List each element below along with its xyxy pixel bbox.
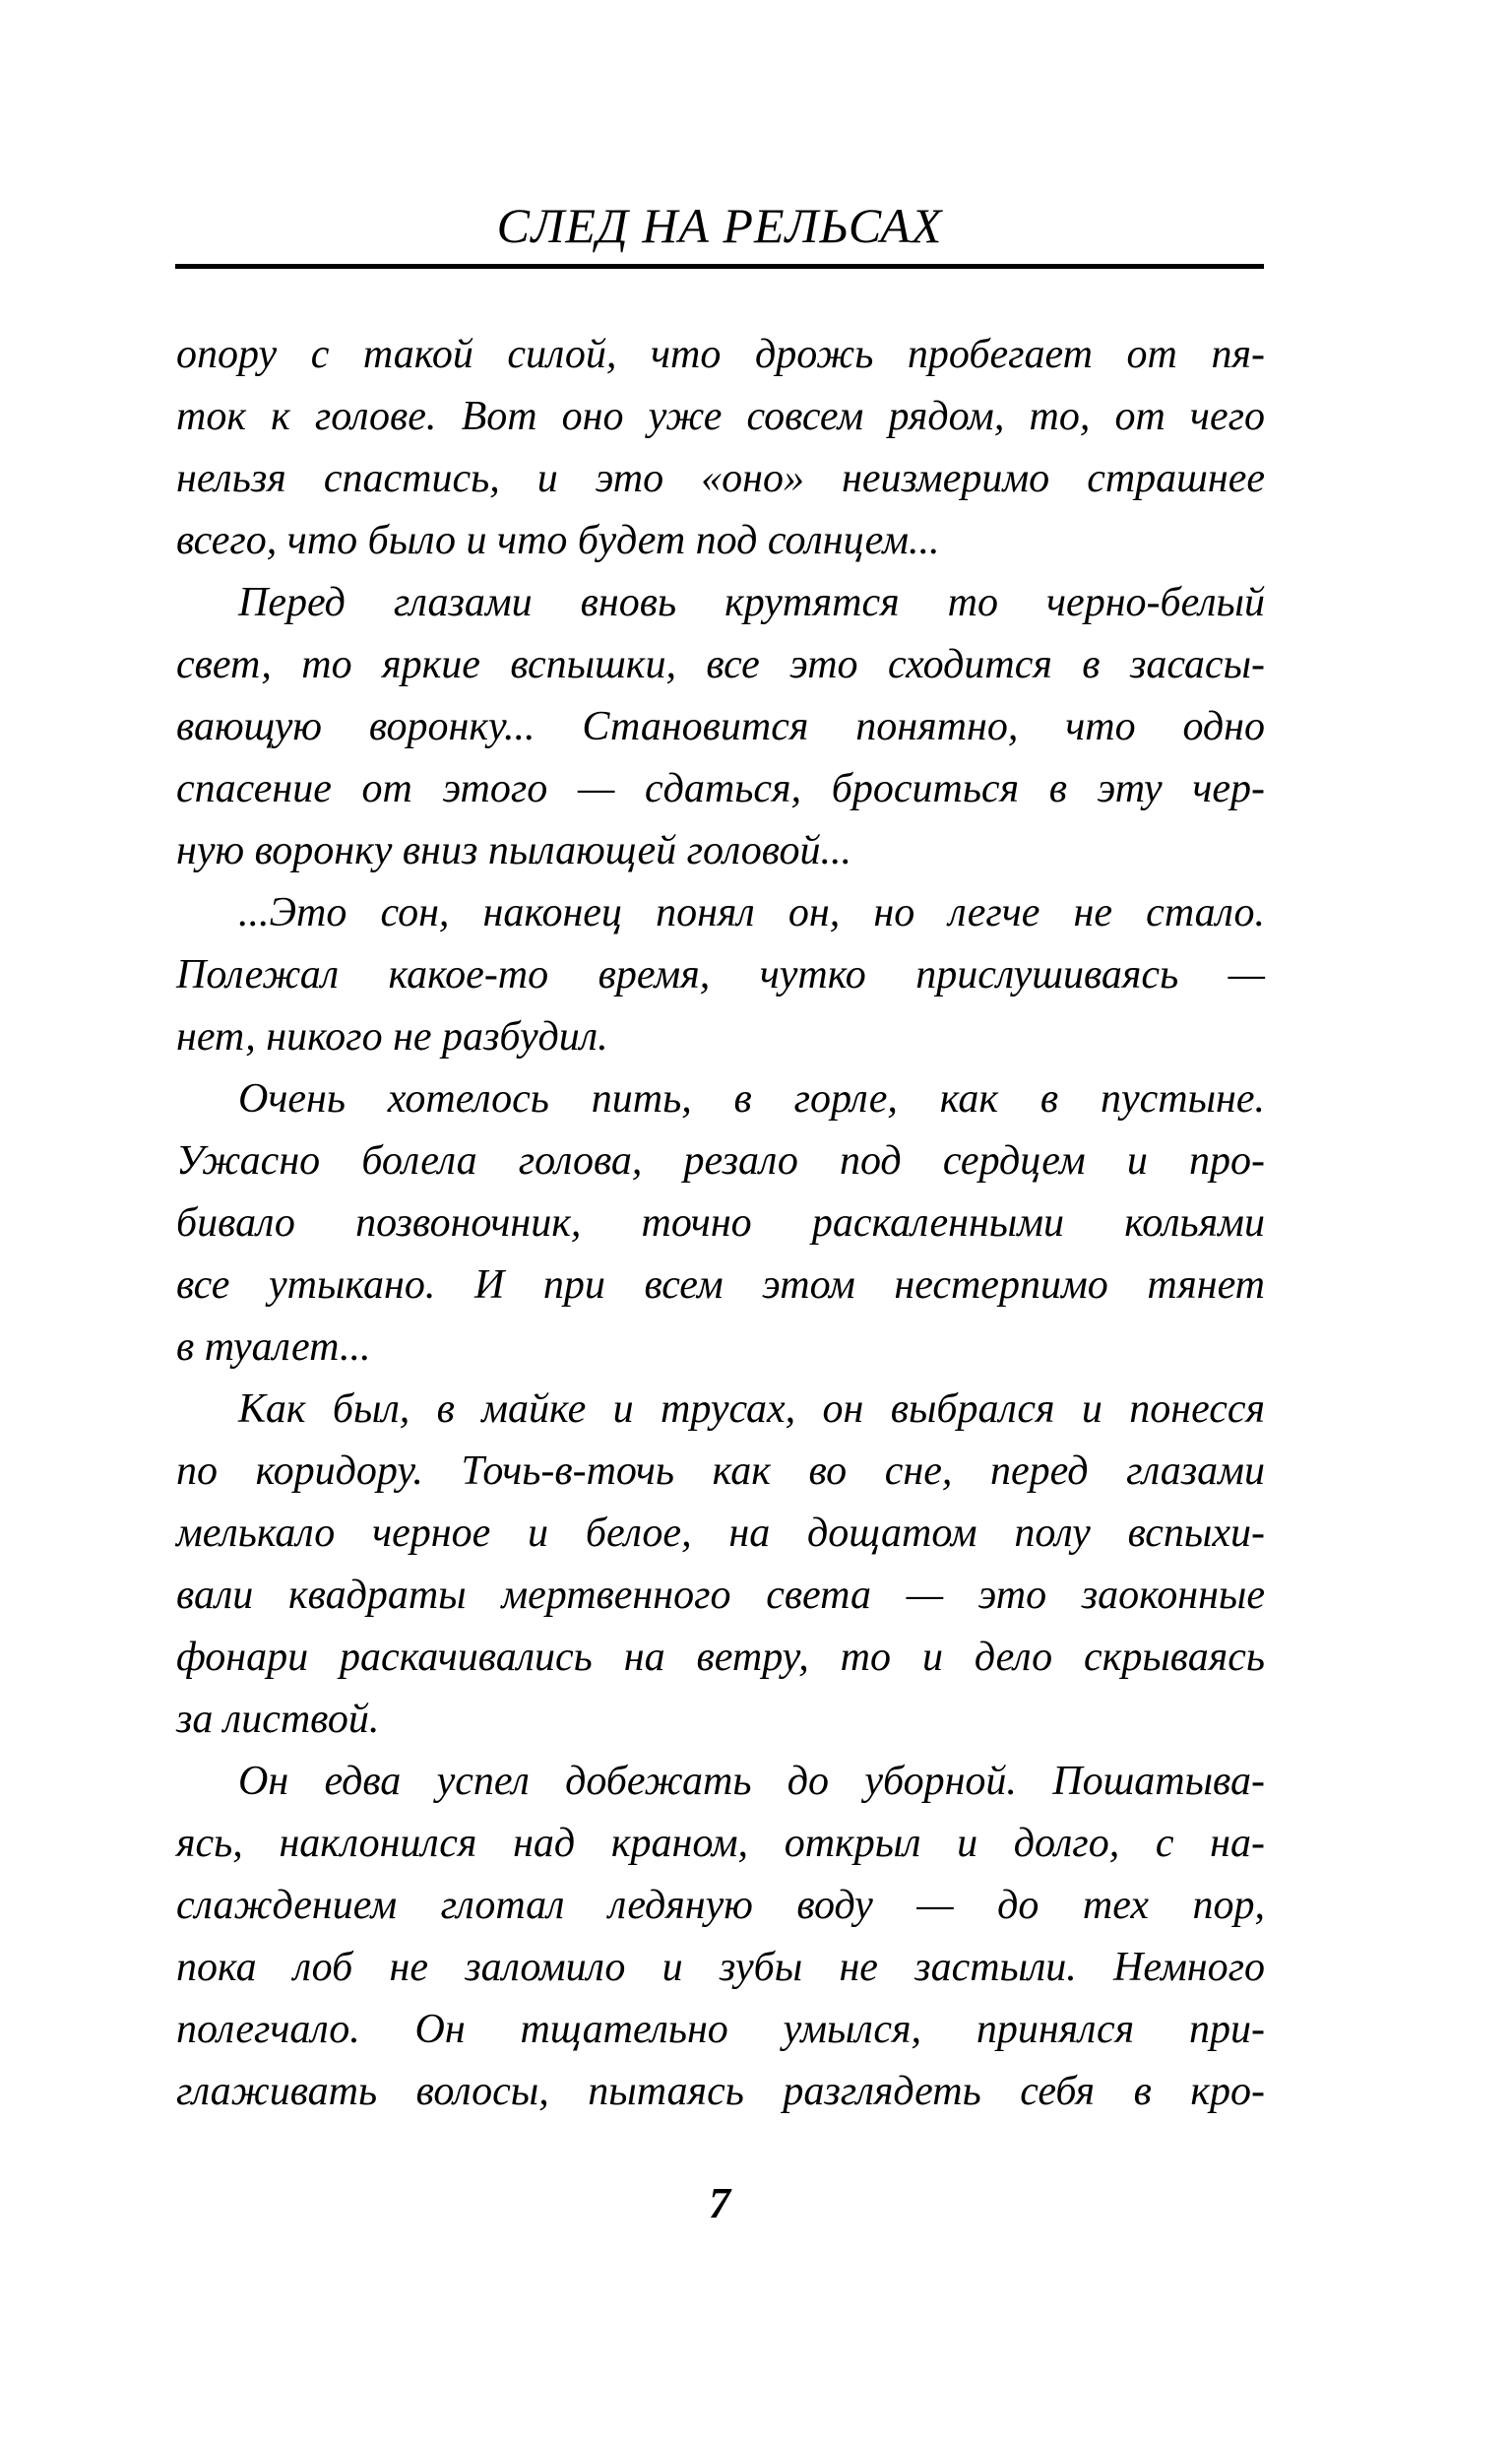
- text-line: всего, что было и что будет под солнцем...: [176, 518, 940, 563]
- running-title: СЛЕД НА РЕЛЬСАХ: [496, 198, 943, 253]
- header-rule: [175, 264, 1264, 269]
- text-line: слаждением глотал ледяную воду — до тех пор,: [176, 1883, 1265, 1928]
- text-line: Как был, в майке и трусах, он выбрался и понесся: [238, 1386, 1265, 1432]
- text-line: вающую воронку... Становится понятно, что одно: [176, 704, 1265, 749]
- text-line: фонари раскачивались на ветру, то и дело скрываясь: [176, 1635, 1265, 1680]
- text-line: нет, никого не разбудил.: [176, 1014, 608, 1060]
- text-line: бивало позвоночник, точно раскаленными кольями: [176, 1200, 1265, 1246]
- text-line: спасение от этого — сдаться, броситься в эту чер-: [176, 766, 1265, 811]
- text-line: Очень хотелось пить, в горле, как в пустыне.: [238, 1076, 1265, 1122]
- text-line: ...Это сон, наконец понял он, но легче не стало.: [238, 890, 1265, 935]
- text-line: Он едва успел добежать до уборной. Пошатыва-: [238, 1759, 1265, 1804]
- text-line: глаживать волосы, пытаясь разглядеть себя в кро-: [176, 2069, 1265, 2114]
- text-line: опору с такой силой, что дрожь пробегает от пя-: [176, 332, 1265, 377]
- text-line: пока лоб не заломило и зубы не застыли. Немного: [176, 1945, 1265, 1990]
- body-text: [176, 324, 1265, 2123]
- text-line: ток к голове. Вот оно уже совсем рядом, то, от чего: [176, 394, 1265, 439]
- text-line: нельзя спастись, и это «оно» неизмеримо страшнее: [176, 456, 1265, 501]
- page-number: 7: [709, 2179, 730, 2227]
- text-line: свет, то яркие вспышки, все это сходится в засасы-: [176, 642, 1265, 687]
- text-line: в туалет...: [176, 1324, 371, 1370]
- text-line: вали квадраты мертвенного света — это заоконные: [176, 1573, 1265, 1618]
- text-line: ную воронку вниз пылающей головой...: [176, 828, 851, 873]
- text-line: все утыкано. И при всем этом нестерпимо тянет: [176, 1262, 1265, 1308]
- text-line: ясь, наклонился над краном, открыл и долго, с на-: [176, 1821, 1265, 1866]
- text-line: за листвой.: [176, 1697, 380, 1742]
- text-line: по коридору. Точь-в-точь как во сне, перед глазами: [176, 1448, 1265, 1494]
- text-line: Ужасно болела голова, резало под сердцем и про-: [176, 1138, 1265, 1184]
- text-line: Полежал какое-то время, чутко прислушиваясь —: [176, 952, 1265, 997]
- text-line: полегчало. Он тщательно умылся, принялся при-: [176, 2007, 1265, 2052]
- text-line: Перед глазами вновь крутятся то черно-белый: [238, 580, 1265, 625]
- text-line: мелькало черное и белое, на дощатом полу вспыхи-: [176, 1511, 1265, 1556]
